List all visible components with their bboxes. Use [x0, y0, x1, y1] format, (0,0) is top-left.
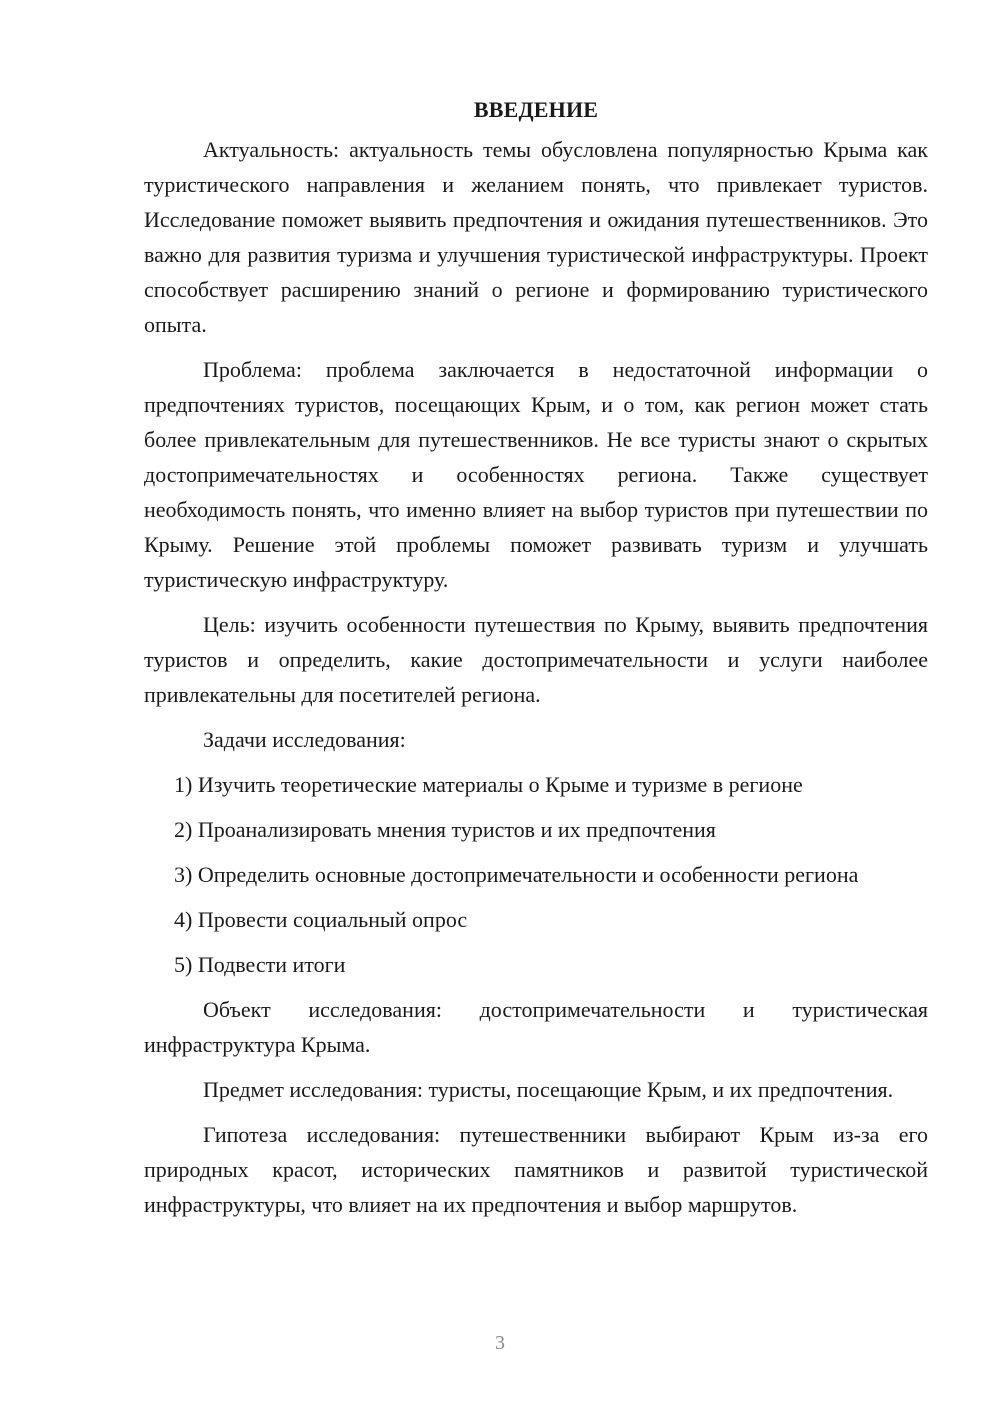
task-item-5: 5) Подвести итоги — [174, 952, 346, 977]
task-item-4: 4) Провести социальный опрос — [174, 907, 468, 932]
problem-paragraph: Проблема: проблема заключается в недостаточной информации о предпочтениях туристов, посещающих Крым, и о том, как регион может стать более привлекательным для путешественников. Не все туристы знают о скрытых достопримечательностях и особенностях региона. Также существует необходимость понять, что именно влияет на выбор туристов при путешествии по Крыму. Решение этой проблемы поможет развивать туризм и улучшать туристическую инфраструктуру. — [144, 357, 928, 592]
goal-paragraph: Цель: изучить особенности путешествия по Крыму, выявить предпочтения туристов и определить, какие достопримечательности и услуги наиболее привлекательны для посетителей региона. — [144, 612, 928, 707]
subject-paragraph: Предмет исследования: туристы, посещающие Крым, и их предпочтения. — [203, 1077, 894, 1102]
tasks-heading: Задачи исследования: — [203, 727, 406, 752]
relevance-paragraph: Актуальность: актуальность темы обусловлена популярностью Крыма как туристического направления и желанием понять, что привлекает туристов. Исследование поможет выявить предпочтения и ожидания путешественников. Это важно для развития туризма и улучшения туристической инфраструктуры. Проект способствует расширению знаний о регионе и формированию туристического опыта. — [144, 137, 928, 337]
page-number: 3 — [495, 1332, 505, 1354]
document-page — [144, 92, 928, 1232]
task-item-1: 1) Изучить теоретические материалы о Крыме и туризме в регионе — [174, 772, 803, 797]
hypothesis-paragraph: Гипотеза исследования: путешественники выбирают Крым из-за его природных красот, исторических памятников и развитой туристической инфраструктуры, что влияет на их предпочтения и выбор маршрутов. — [144, 1122, 928, 1217]
object-paragraph: Объект исследования: достопримечательности и туристическая инфраструктура Крыма. — [144, 997, 928, 1057]
task-item-3: 3) Определить основные достопримечательности и особенности региона — [174, 862, 859, 887]
page-title: ВВЕДЕНИЕ — [473, 97, 599, 122]
task-item-2: 2) Проанализировать мнения туристов и их предпочтения — [174, 817, 716, 842]
